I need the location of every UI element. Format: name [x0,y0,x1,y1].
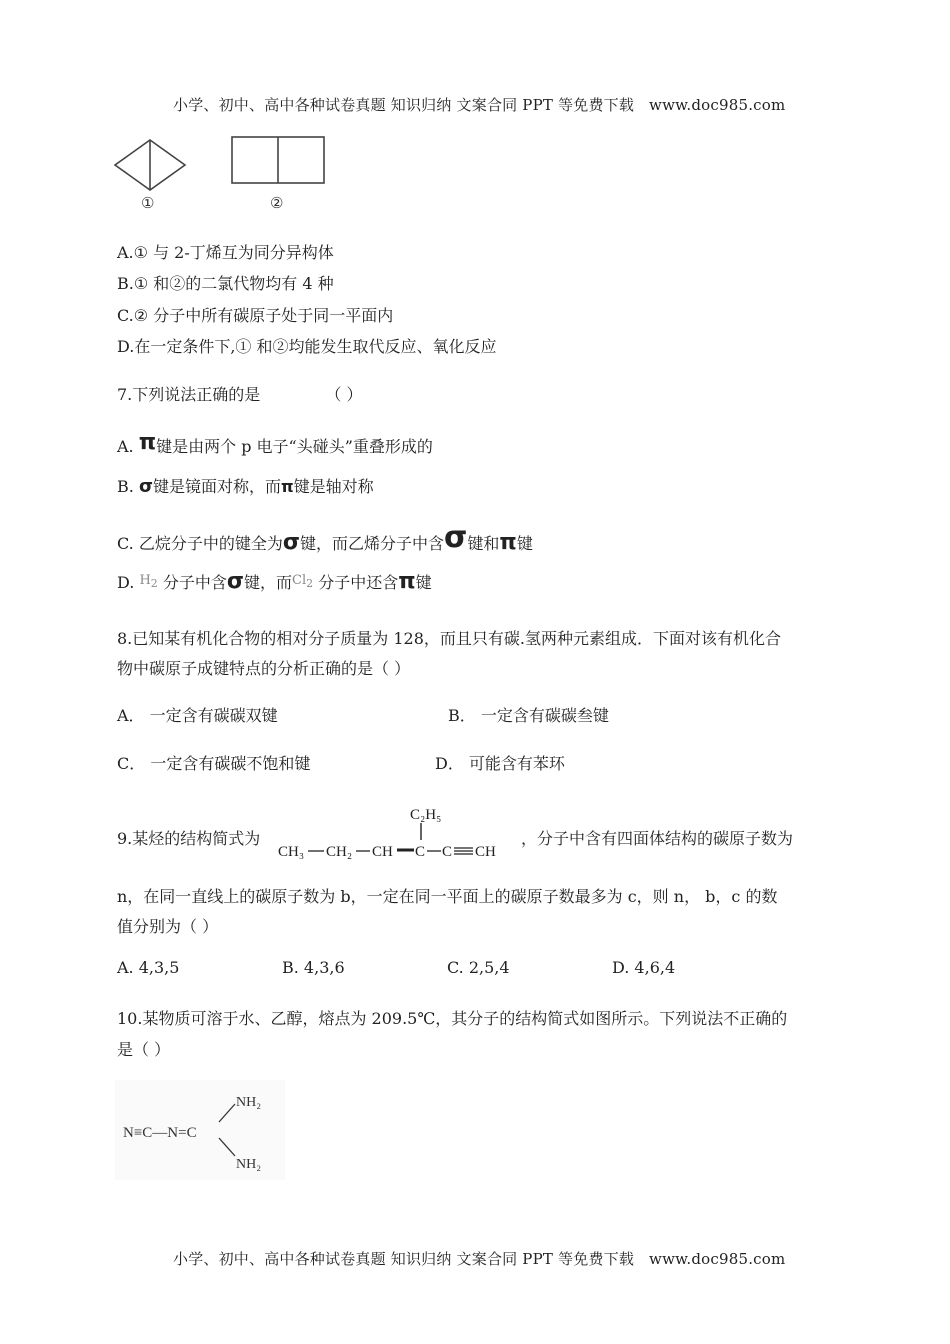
q7-option-a [117,430,433,457]
q8-option-b: B． 一定含有碳碳叁键 [448,706,609,725]
q8-option-c: C． 一定含有碳碳不饱和键 [117,754,311,773]
sigma-symbol-large: σ [444,520,468,555]
q7-d-mid1: 分子中含 [157,573,227,592]
pi-symbol: π [138,430,157,455]
q6-option-d: D.在一定条件下,① 和②均能发生取代反应、氧化反应 [117,337,497,356]
q7-stem-text: 7.下列说法正确的是 [117,385,261,404]
pi-symbol: π [499,530,517,555]
chain-ch3: CH₃ [278,844,305,860]
q8-option-a: A． 一定含有碳碳双键 [117,706,278,725]
q10-structure [115,1080,285,1180]
q8-option-d: D． 可能含有苯环 [435,754,565,773]
amino-top: NH₂ [236,1095,262,1110]
q9-option-b: B. 4,3,6 [282,958,345,977]
q7-c-mid1: 键，而乙烯分子中含 [300,534,445,553]
header-text: 小学、初中、高中各种试卷真题 知识归纳 文案合同 PPT 等免费下载 [173,96,635,114]
q7-b-prefix: B. [117,477,139,496]
footer-url: www.doc985.com [649,1250,786,1268]
chain-c-quaternary: C [415,844,426,860]
page-header [173,94,785,115]
q9-stem-prefix: 9.某烃的结构简式为 [117,829,261,848]
cl2-symbol: Cl [292,573,307,588]
q6-structure-diagrams [110,132,340,218]
q6-figures [110,132,340,218]
q9-structural-formula [272,800,512,864]
ethyl-group: C₂H₅ [410,807,442,823]
q7-d-rest: 键 [415,573,432,592]
h2-formula [139,573,157,588]
q7-c-mid2: 键和 [467,534,500,553]
q9-formula-drawing [272,800,512,864]
q8-stem-line1: 8.已知某有机化合物的相对分子质量为 128，而且只有碳.氢两种元素组成．下面对该有机化合 [117,629,781,648]
q9-option-a: A. 4,3,5 [117,958,180,977]
q7-a-prefix: A. [117,437,139,456]
chain-c-alkyne: C [442,844,453,860]
q10-structure-drawing [115,1080,285,1180]
pi-symbol: π [280,477,294,496]
q7-b-rest: 键是轴对称 [293,477,374,496]
fig1-label: ① [141,196,155,212]
h2-symbol: H [139,573,151,588]
chain-ch-terminal: CH [475,844,496,860]
q10-stem-line2: 是（ ） [117,1040,171,1059]
footer-text: 小学、初中、高中各种试卷真题 知识归纳 文案合同 PPT 等免费下载 [173,1250,635,1268]
q7-c-rest: 键 [516,534,533,553]
q9-option-d: D. 4,6,4 [612,958,676,977]
q7-d-prefix: D. [117,573,140,592]
sigma-symbol: σ [226,569,245,594]
q6-option-a: A.① 与 2-丁烯互为同分异构体 [117,243,334,262]
q9-option-c: C. 2,5,4 [447,958,510,977]
bond-upper [219,1104,235,1122]
q7-d-mid2: 键，而 [244,573,293,592]
chain-ch: CH [372,844,393,860]
q6-option-c: C.② 分子中所有碳原子处于同一平面内 [117,306,394,325]
q7-stem [117,382,362,405]
q10-stem-line1: 10.某物质可溶于水、乙醇，熔点为 209.5℃，其分子的结构简式如图所示。下列说法不正确的 [117,1009,788,1028]
bond-lower [219,1138,235,1156]
sigma-symbol: σ [282,530,300,555]
header-url: www.doc985.com [649,96,786,114]
cl2-formula [292,573,313,588]
q7-a-rest: 键是由两个 p 电子“头碰头”重叠形成的 [156,437,433,456]
q7-answer-paren: （ ） [325,385,363,404]
sigma-symbol: σ [138,476,153,497]
page-footer [173,1248,785,1269]
q7-c-prefix: C. 乙烷分子中的键全为 [117,534,283,553]
q7-option-b [117,474,374,497]
cl2-subscript: 2 [306,577,314,590]
pi-symbol: π [398,569,416,594]
q7-b-mid: 键是镜面对称，而 [152,477,281,496]
fig2-label: ② [270,196,284,212]
q9-line3: 值分别为（ ） [117,917,219,936]
q7-option-d [117,569,432,594]
amino-bottom: NH₂ [236,1157,262,1172]
q8-stem-line2: 物中碳原子成键特点的分析正确的是（ ） [117,659,411,678]
q6-option-b: B.① 和②的二氯代物均有 4 种 [117,274,334,293]
q9-line2: n，在同一直线上的碳原子数为 b，一定在同一平面上的碳原子数最多为 c，则 n， b，c 的数 [117,887,778,906]
q9-stem-suffix: ，分子中含有四面体结构的碳原子数为 [521,829,794,848]
structure-chain: N≡C—N=C [123,1125,197,1141]
q7-option-c [117,520,533,555]
q7-d-mid3: 分子中还含 [313,573,399,592]
h2-subscript: 2 [150,577,158,590]
chain-ch2: CH₂ [326,844,353,860]
